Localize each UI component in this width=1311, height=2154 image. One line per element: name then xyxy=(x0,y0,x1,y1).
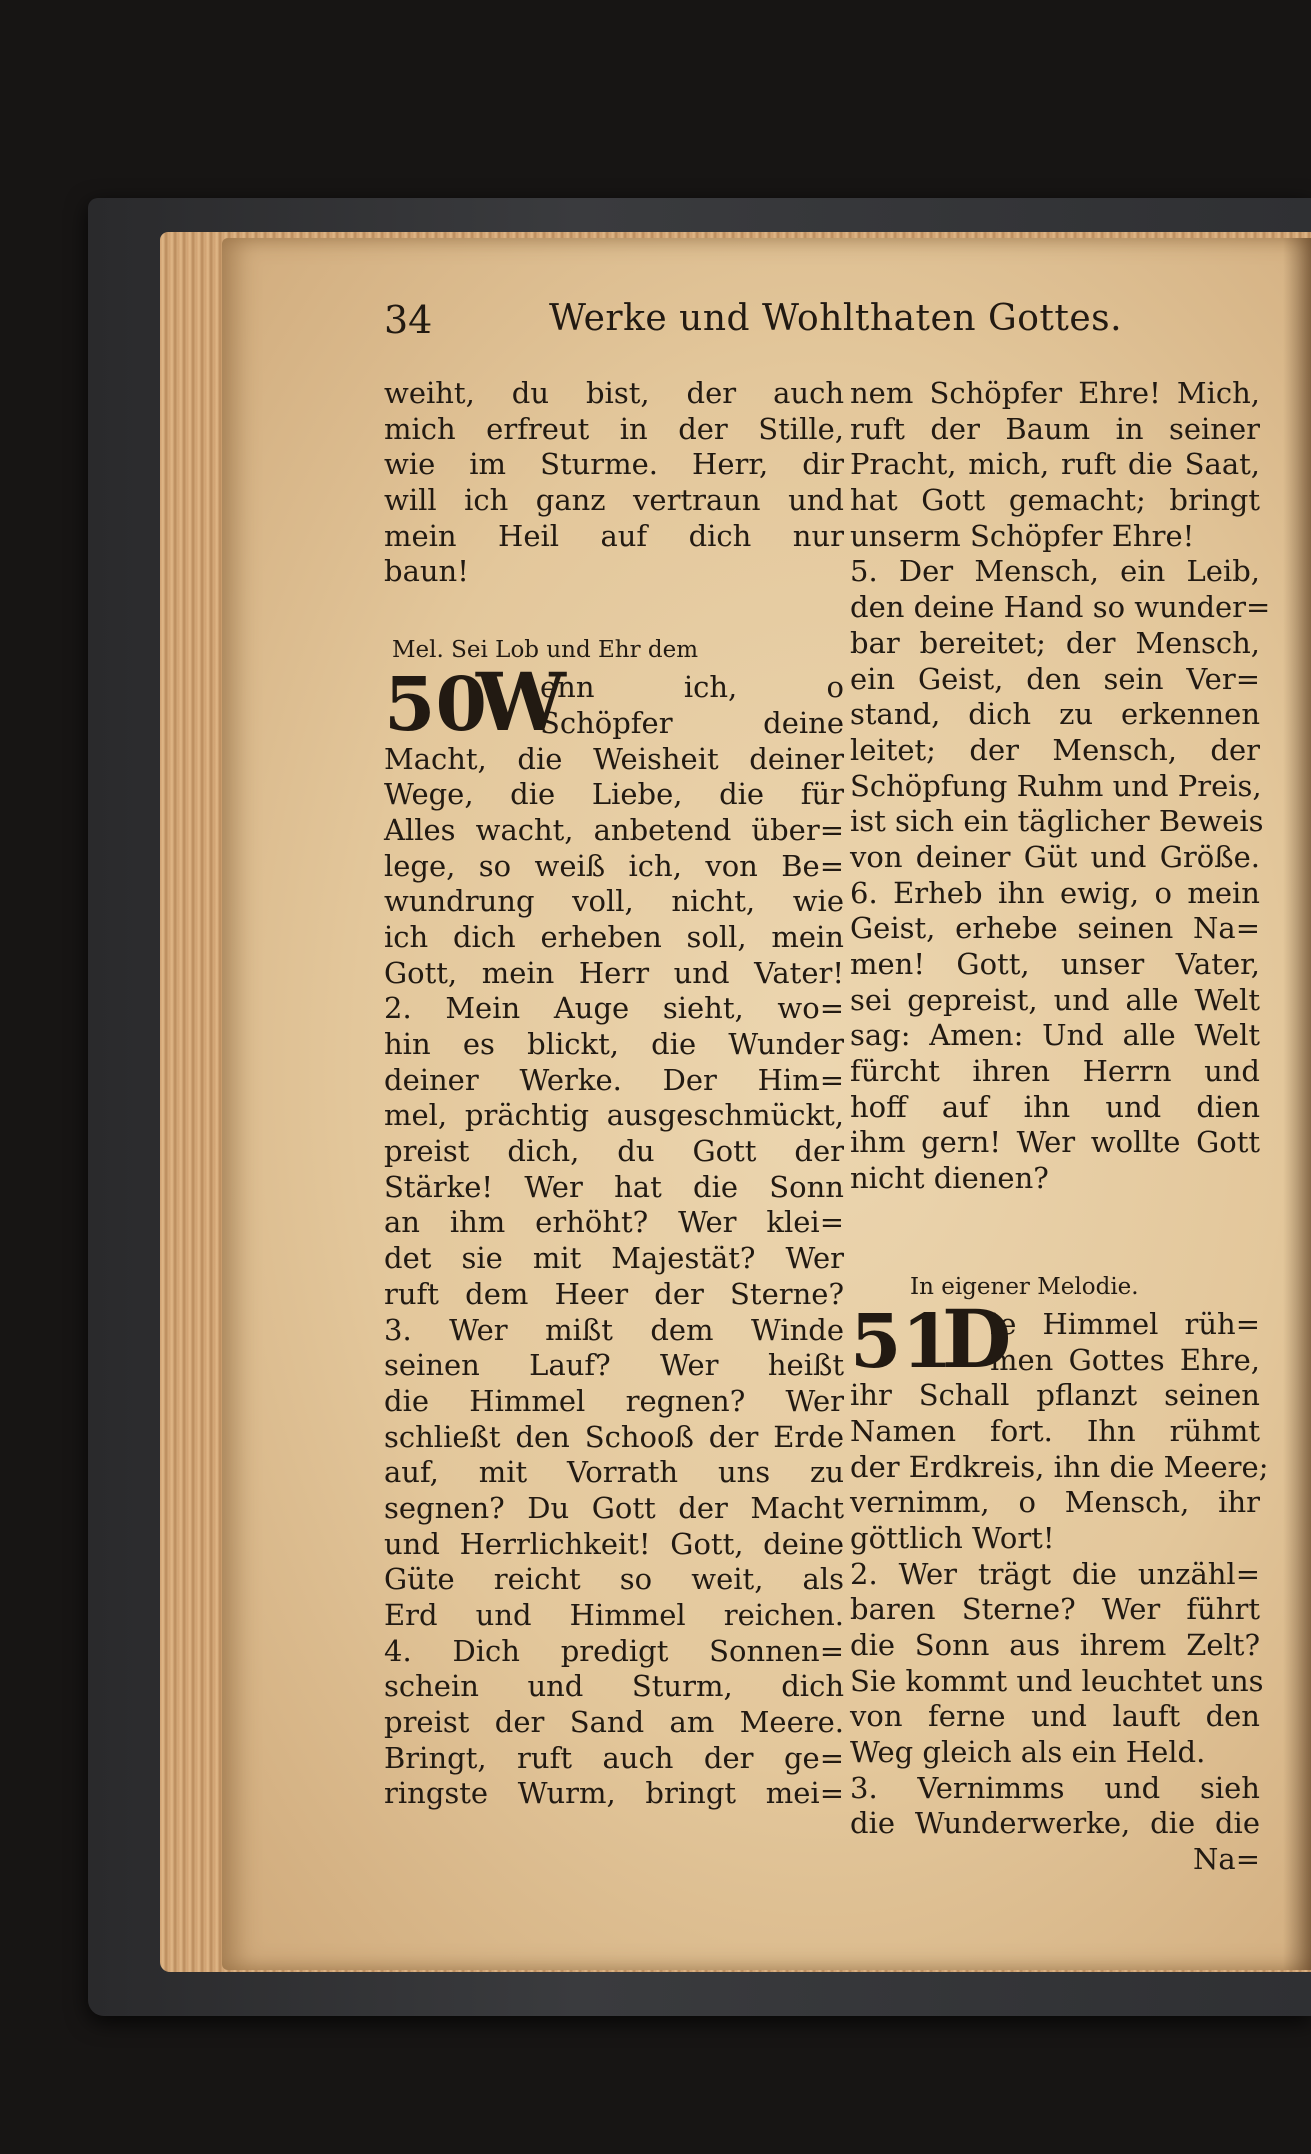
text-line: 4. Dich predigt Sonnen= xyxy=(384,1633,844,1668)
text-line: Wege, die Liebe, die für xyxy=(384,777,844,812)
text-line: sei gepreist, und alle Welt xyxy=(850,982,1260,1017)
text-line: baun! xyxy=(384,554,469,589)
text-line: 3. Wer mißt dem Winde xyxy=(384,1312,844,1347)
text-line: lege, so weiß ich, von Be= xyxy=(384,848,844,883)
text-line: auf, mit Vorrath uns zu xyxy=(384,1455,844,1490)
text-line: göttlich Wort! xyxy=(850,1520,1055,1555)
melody-note: Mel. Sei Lob und Ehr dem xyxy=(392,637,699,664)
page-header xyxy=(384,298,1284,358)
text-line: ist sich ein täglicher Beweis xyxy=(850,804,1264,839)
text-line: Weg gleich als ein Held. xyxy=(850,1735,1206,1770)
text-line: Geist, erhebe seinen Na= xyxy=(850,911,1260,946)
text-line: preist der Sand am Meere. xyxy=(384,1705,844,1740)
drop-initial: W xyxy=(476,655,566,750)
text-line: mel, prächtig ausgeschmückt, xyxy=(384,1098,844,1133)
text-line: will ich ganz vertraun und xyxy=(384,483,844,518)
text-line: Bringt, ruft auch der ge= xyxy=(384,1740,844,1775)
text-line: Pracht, mich, ruft die Saat, xyxy=(850,447,1260,482)
text-line: Erd und Himmel reichen. xyxy=(384,1598,844,1633)
text-line: die Wunderwerke, die die xyxy=(850,1806,1260,1841)
text-line: leitet; der Mensch, der xyxy=(850,732,1260,767)
text-line: 3. Vernimms und sieh xyxy=(850,1770,1260,1805)
text-line: Gott, mein Herr und Vater! xyxy=(384,955,844,990)
text-line: Stärke! Wer hat die Sonn xyxy=(384,1169,844,1204)
page-number: 34 xyxy=(384,298,433,342)
text-line: 2. Mein Auge sieht, wo= xyxy=(384,991,844,1026)
hymn-50-opening xyxy=(384,655,844,750)
text-line: men Gottes Ehre, xyxy=(990,1342,1260,1377)
text-line: 6. Erheb ihn ewig, o mein xyxy=(850,875,1260,910)
text-line: Macht, die Weisheit deiner xyxy=(384,741,844,776)
text-line: segnen? Du Gott der Macht xyxy=(384,1490,844,1525)
text-line: weiht, du bist, der auch xyxy=(384,376,844,410)
text-line: stand, dich zu erkennen xyxy=(850,697,1260,732)
text-line: hin es blickt, die Wunder xyxy=(384,1027,844,1062)
text-line: vernimm, o Mensch, ihr xyxy=(850,1485,1260,1520)
text-line: die Himmel regnen? Wer xyxy=(384,1383,844,1418)
text-line: hoff auf ihn und dien xyxy=(850,1089,1260,1124)
hymn-51-opening xyxy=(850,1291,1260,1386)
text-line: det sie mit Majestät? Wer xyxy=(384,1241,844,1276)
text-line: wie im Sturme. Herr, dir xyxy=(384,447,844,482)
text-line: enn ich, o xyxy=(540,670,844,705)
text-line: baren Sterne? Wer führt xyxy=(850,1592,1260,1627)
hymn-number: 51 xyxy=(850,1298,953,1385)
right-column xyxy=(850,376,1271,1878)
running-title: Werke und Wohlthaten Gottes. xyxy=(549,298,1123,339)
text-line: Namen fort. Ihn rühmt xyxy=(850,1413,1260,1448)
text-line: mich erfreut in der Stille, xyxy=(384,411,844,446)
text-line: nicht dienen? xyxy=(850,1161,1049,1196)
text-line: deiner Werke. Der Him= xyxy=(384,1062,844,1097)
book-page xyxy=(222,238,1311,1970)
text-line: von ferne und lauft den xyxy=(850,1699,1260,1734)
text-line: Schöpfer deine xyxy=(540,705,844,740)
text-line: seinen Lauf? Wer heißt xyxy=(384,1348,844,1383)
text-line: an ihm erhöht? Wer klei= xyxy=(384,1205,844,1240)
page-gutter-shadow xyxy=(1283,238,1311,1970)
text-line: nem Schöpfer Ehre! Mich, xyxy=(850,376,1260,410)
text-line: Schöpfung Ruhm und Preis, xyxy=(850,768,1262,803)
text-line: Güte reicht so weit, als xyxy=(384,1562,844,1597)
text-line: ihr Schall pflanzt seinen xyxy=(850,1378,1260,1413)
text-line: Na= xyxy=(1193,1842,1260,1877)
hymn-number: 50 xyxy=(384,662,487,749)
text-line: schließt den Schooß der Erde xyxy=(384,1419,844,1454)
text-line: den deine Hand so wunder= xyxy=(850,590,1271,625)
drop-initial: D xyxy=(942,1291,1012,1386)
text-line: men! Gott, unser Vater, xyxy=(850,947,1260,981)
text-line: 5. Der Mensch, ein Leib, xyxy=(850,554,1260,589)
text-line: hat Gott gemacht; bringt xyxy=(850,483,1260,518)
text-line: von deiner Güt und Größe. xyxy=(850,839,1260,874)
text-line: ruft dem Heer der Sterne? xyxy=(384,1276,844,1311)
text-line: bar bereitet; der Mensch, xyxy=(850,625,1260,660)
text-line: ihm gern! Wer wollte Gott xyxy=(850,1125,1260,1160)
text-line: fürcht ihren Herrn und xyxy=(850,1054,1260,1089)
text-line: 2. Wer trägt die unzähl= xyxy=(850,1556,1260,1591)
text-line: wundrung voll, nicht, wie xyxy=(384,884,844,919)
text-line: ich dich erheben soll, mein xyxy=(384,919,844,954)
text-line: schein und Sturm, dich xyxy=(384,1669,844,1704)
text-line: ein Geist, den sein Ver= xyxy=(850,661,1260,696)
text-line: preist dich, du Gott der xyxy=(384,1134,844,1169)
text-line: Alles wacht, anbetend über= xyxy=(384,812,844,847)
text-line: der Erdkreis, ihn die Meere; xyxy=(850,1449,1269,1484)
text-line: die Sonn aus ihrem Zelt? xyxy=(850,1628,1260,1663)
text-line: Sie kommt und leuchtet uns xyxy=(850,1663,1264,1698)
text-line: ringste Wurm, bringt mei= xyxy=(384,1776,844,1811)
text-line: sag: Amen: Und alle Welt xyxy=(850,1018,1260,1053)
left-column xyxy=(384,376,844,1812)
text-line: ie Himmel rüh= xyxy=(990,1306,1260,1341)
text-line: unserm Schöpfer Ehre! xyxy=(850,518,1195,553)
text-line: mein Heil auf dich nur xyxy=(384,518,844,553)
melody-note: In eigener Melodie. xyxy=(910,1273,1139,1300)
text-line: und Herrlichkeit! Gott, deine xyxy=(384,1526,844,1561)
text-line: ruft der Baum in seiner xyxy=(850,411,1260,446)
